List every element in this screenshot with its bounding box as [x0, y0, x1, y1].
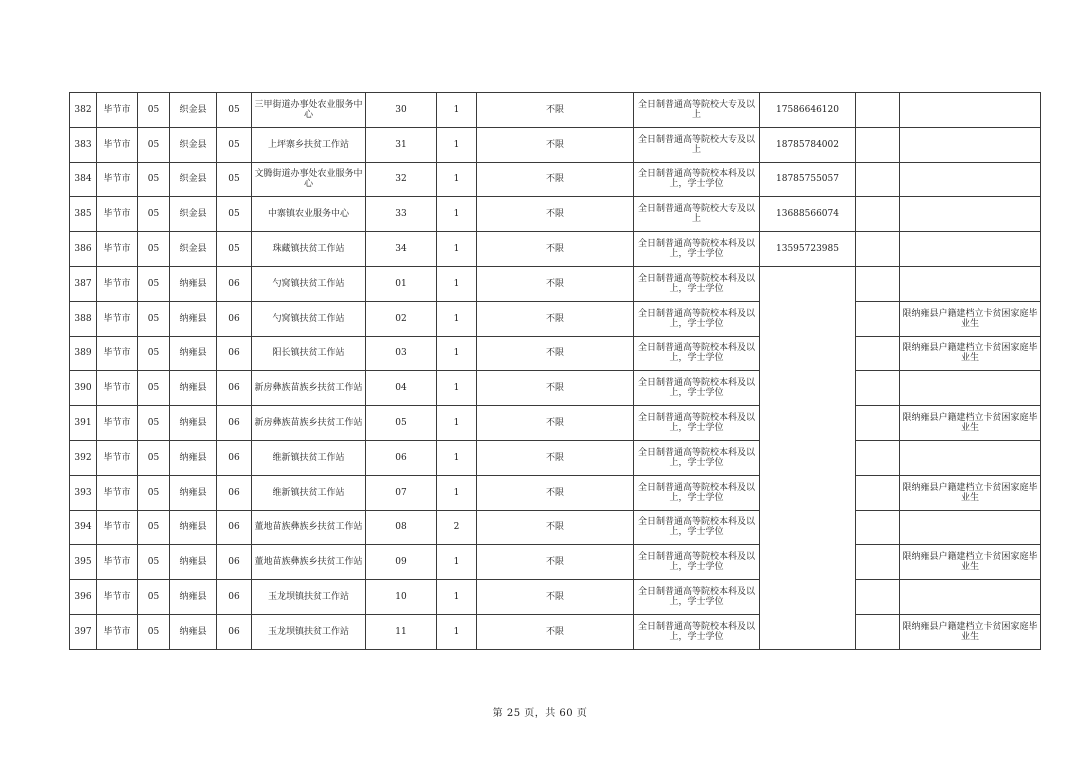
- table-body: [70, 93, 1041, 650]
- county-cell: 纳雍县: [170, 545, 217, 580]
- county-code-cell: 05: [217, 232, 252, 267]
- city-code-cell: 05: [138, 406, 170, 441]
- county-cell: 纳雍县: [170, 301, 217, 336]
- table-row: [70, 614, 1041, 649]
- blank-cell: [856, 266, 900, 301]
- post-code-cell: 09: [366, 545, 437, 580]
- major-cell: 不限: [477, 510, 634, 545]
- county-code-cell: 05: [217, 197, 252, 232]
- row-number-cell: 389: [70, 336, 97, 371]
- city-code-cell: 05: [138, 301, 170, 336]
- blank-cell: [856, 336, 900, 371]
- post-code-cell: 32: [366, 162, 437, 197]
- blank-cell: [856, 510, 900, 545]
- city-cell: 毕节市: [97, 406, 138, 441]
- city-cell: 毕节市: [97, 475, 138, 510]
- post-code-cell: 02: [366, 301, 437, 336]
- education-cell: 全日制普通高等院校本科及以上，学士学位: [634, 266, 760, 301]
- major-cell: 不限: [477, 545, 634, 580]
- row-number-cell: 388: [70, 301, 97, 336]
- hire-count-cell: 1: [437, 406, 477, 441]
- education-cell: 全日制普通高等院校本科及以上，学士学位: [634, 614, 760, 649]
- city-code-cell: 05: [138, 197, 170, 232]
- county-code-cell: 06: [217, 580, 252, 615]
- major-cell: 不限: [477, 197, 634, 232]
- unit-cell: 董地苗族彝族乡扶贫工作站: [252, 510, 366, 545]
- city-cell: 毕节市: [97, 127, 138, 162]
- county-cell: 纳雍县: [170, 371, 217, 406]
- county-cell: 纳雍县: [170, 266, 217, 301]
- major-cell: 不限: [477, 93, 634, 128]
- hire-count-cell: 1: [437, 371, 477, 406]
- city-cell: 毕节市: [97, 336, 138, 371]
- post-code-cell: 10: [366, 580, 437, 615]
- blank-cell: [856, 301, 900, 336]
- education-cell: 全日制普通高等院校本科及以上，学士学位: [634, 336, 760, 371]
- city-code-cell: 05: [138, 232, 170, 267]
- note-cell: [900, 93, 1041, 128]
- hire-count-cell: 1: [437, 301, 477, 336]
- city-code-cell: 05: [138, 545, 170, 580]
- city-cell: 毕节市: [97, 440, 138, 475]
- page-number: 第 25 页，共 60 页: [492, 708, 588, 719]
- city-cell: 毕节市: [97, 545, 138, 580]
- hire-count-cell: 1: [437, 232, 477, 267]
- table-row: [70, 93, 1041, 128]
- hire-count-cell: 1: [437, 266, 477, 301]
- city-cell: 毕节市: [97, 197, 138, 232]
- major-cell: 不限: [477, 266, 634, 301]
- hire-count-cell: 1: [437, 93, 477, 128]
- county-cell: 织金县: [170, 232, 217, 267]
- blank-cell: [856, 162, 900, 197]
- table-row: [70, 510, 1041, 545]
- table-row: [70, 406, 1041, 441]
- county-code-cell: 06: [217, 440, 252, 475]
- blank-cell: [856, 371, 900, 406]
- unit-cell: 勺窝镇扶贫工作站: [252, 266, 366, 301]
- post-code-cell: 03: [366, 336, 437, 371]
- major-cell: 不限: [477, 162, 634, 197]
- city-cell: 毕节市: [97, 93, 138, 128]
- phone-cell: 17586646120: [760, 93, 856, 128]
- county-code-cell: 06: [217, 545, 252, 580]
- city-cell: 毕节市: [97, 371, 138, 406]
- county-code-cell: 05: [217, 127, 252, 162]
- note-cell: [900, 510, 1041, 545]
- blank-cell: [856, 614, 900, 649]
- note-cell: 限纳雍县户籍建档立卡贫困家庭毕业生: [900, 475, 1041, 510]
- row-number-cell: 384: [70, 162, 97, 197]
- county-cell: 纳雍县: [170, 440, 217, 475]
- county-cell: 纳雍县: [170, 475, 217, 510]
- education-cell: 全日制普通高等院校本科及以上，学士学位: [634, 371, 760, 406]
- phone-cell: [760, 266, 856, 649]
- county-cell: 织金县: [170, 162, 217, 197]
- county-cell: 织金县: [170, 127, 217, 162]
- row-number-cell: 393: [70, 475, 97, 510]
- post-code-cell: 11: [366, 614, 437, 649]
- table-row: [70, 545, 1041, 580]
- county-cell: 纳雍县: [170, 580, 217, 615]
- county-code-cell: 06: [217, 614, 252, 649]
- city-code-cell: 05: [138, 336, 170, 371]
- post-code-cell: 05: [366, 406, 437, 441]
- row-number-cell: 396: [70, 580, 97, 615]
- county-code-cell: 05: [217, 162, 252, 197]
- county-code-cell: 06: [217, 406, 252, 441]
- hire-count-cell: 1: [437, 440, 477, 475]
- post-code-cell: 01: [366, 266, 437, 301]
- note-cell: [900, 232, 1041, 267]
- row-number-cell: 392: [70, 440, 97, 475]
- hire-count-cell: 1: [437, 545, 477, 580]
- education-cell: 全日制普通高等院校大专及以上: [634, 127, 760, 162]
- post-code-cell: 31: [366, 127, 437, 162]
- row-number-cell: 391: [70, 406, 97, 441]
- education-cell: 全日制普通高等院校本科及以上，学士学位: [634, 162, 760, 197]
- table-row: [70, 162, 1041, 197]
- note-cell: [900, 162, 1041, 197]
- county-cell: 织金县: [170, 93, 217, 128]
- blank-cell: [856, 440, 900, 475]
- county-cell: 织金县: [170, 197, 217, 232]
- table-row: [70, 232, 1041, 267]
- city-cell: 毕节市: [97, 232, 138, 267]
- unit-cell: 珠藏镇扶贫工作站: [252, 232, 366, 267]
- row-number-cell: 397: [70, 614, 97, 649]
- city-cell: 毕节市: [97, 510, 138, 545]
- major-cell: 不限: [477, 127, 634, 162]
- phone-cell: 18785784002: [760, 127, 856, 162]
- major-cell: 不限: [477, 440, 634, 475]
- note-cell: [900, 197, 1041, 232]
- education-cell: 全日制普通高等院校本科及以上，学士学位: [634, 406, 760, 441]
- unit-cell: 新房彝族苗族乡扶贫工作站: [252, 371, 366, 406]
- education-cell: 全日制普通高等院校本科及以上，学士学位: [634, 440, 760, 475]
- unit-cell: 三甲街道办事处农业服务中心: [252, 93, 366, 128]
- table-row: [70, 440, 1041, 475]
- city-cell: 毕节市: [97, 614, 138, 649]
- phone-cell: 18785755057: [760, 162, 856, 197]
- education-cell: 全日制普通高等院校大专及以上: [634, 197, 760, 232]
- city-code-cell: 05: [138, 127, 170, 162]
- unit-cell: 文腾街道办事处农业服务中心: [252, 162, 366, 197]
- hire-count-cell: 1: [437, 197, 477, 232]
- education-cell: 全日制普通高等院校本科及以上，学士学位: [634, 545, 760, 580]
- major-cell: 不限: [477, 232, 634, 267]
- city-code-cell: 05: [138, 162, 170, 197]
- blank-cell: [856, 232, 900, 267]
- major-cell: 不限: [477, 475, 634, 510]
- post-code-cell: 06: [366, 440, 437, 475]
- recruitment-table: [69, 92, 1041, 650]
- note-cell: 限纳雍县户籍建档立卡贫困家庭毕业生: [900, 614, 1041, 649]
- county-cell: 纳雍县: [170, 406, 217, 441]
- unit-cell: 维新镇扶贫工作站: [252, 440, 366, 475]
- city-code-cell: 05: [138, 440, 170, 475]
- note-cell: [900, 440, 1041, 475]
- row-number-cell: 394: [70, 510, 97, 545]
- city-cell: 毕节市: [97, 580, 138, 615]
- note-cell: 限纳雍县户籍建档立卡贫困家庭毕业生: [900, 301, 1041, 336]
- blank-cell: [856, 545, 900, 580]
- county-code-cell: 06: [217, 301, 252, 336]
- city-cell: 毕节市: [97, 301, 138, 336]
- city-code-cell: 05: [138, 614, 170, 649]
- education-cell: 全日制普通高等院校本科及以上，学士学位: [634, 475, 760, 510]
- note-cell: 限纳雍县户籍建档立卡贫困家庭毕业生: [900, 406, 1041, 441]
- table-row: [70, 475, 1041, 510]
- row-number-cell: 385: [70, 197, 97, 232]
- post-code-cell: 04: [366, 371, 437, 406]
- unit-cell: 维新镇扶贫工作站: [252, 475, 366, 510]
- note-cell: [900, 580, 1041, 615]
- major-cell: 不限: [477, 580, 634, 615]
- county-code-cell: 06: [217, 371, 252, 406]
- note-cell: 限纳雍县户籍建档立卡贫困家庭毕业生: [900, 336, 1041, 371]
- education-cell: 全日制普通高等院校本科及以上，学士学位: [634, 580, 760, 615]
- major-cell: 不限: [477, 301, 634, 336]
- unit-cell: 上坪寨乡扶贫工作站: [252, 127, 366, 162]
- post-code-cell: 08: [366, 510, 437, 545]
- city-code-cell: 05: [138, 93, 170, 128]
- post-code-cell: 07: [366, 475, 437, 510]
- blank-cell: [856, 580, 900, 615]
- major-cell: 不限: [477, 406, 634, 441]
- table-row: [70, 371, 1041, 406]
- hire-count-cell: 1: [437, 580, 477, 615]
- blank-cell: [856, 406, 900, 441]
- city-code-cell: 05: [138, 371, 170, 406]
- note-cell: [900, 266, 1041, 301]
- row-number-cell: 386: [70, 232, 97, 267]
- row-number-cell: 387: [70, 266, 97, 301]
- county-code-cell: 05: [217, 93, 252, 128]
- table-row: [70, 301, 1041, 336]
- unit-cell: 新房彝族苗族乡扶贫工作站: [252, 406, 366, 441]
- county-cell: 纳雍县: [170, 614, 217, 649]
- major-cell: 不限: [477, 371, 634, 406]
- table-row: [70, 336, 1041, 371]
- hire-count-cell: 1: [437, 127, 477, 162]
- unit-cell: 中寨镇农业服务中心: [252, 197, 366, 232]
- table-row: [70, 127, 1041, 162]
- education-cell: 全日制普通高等院校本科及以上，学士学位: [634, 301, 760, 336]
- unit-cell: 玉龙坝镇扶贫工作站: [252, 614, 366, 649]
- hire-count-cell: 1: [437, 614, 477, 649]
- education-cell: 全日制普通高等院校本科及以上，学士学位: [634, 232, 760, 267]
- unit-cell: 阳长镇扶贫工作站: [252, 336, 366, 371]
- hire-count-cell: 1: [437, 475, 477, 510]
- unit-cell: 董地苗族彝族乡扶贫工作站: [252, 545, 366, 580]
- hire-count-cell: 2: [437, 510, 477, 545]
- post-code-cell: 34: [366, 232, 437, 267]
- post-code-cell: 33: [366, 197, 437, 232]
- note-cell: 限纳雍县户籍建档立卡贫困家庭毕业生: [900, 545, 1041, 580]
- unit-cell: 玉龙坝镇扶贫工作站: [252, 580, 366, 615]
- hire-count-cell: 1: [437, 336, 477, 371]
- major-cell: 不限: [477, 614, 634, 649]
- table-row: [70, 580, 1041, 615]
- row-number-cell: 395: [70, 545, 97, 580]
- county-cell: 纳雍县: [170, 510, 217, 545]
- city-code-cell: 05: [138, 266, 170, 301]
- county-cell: 纳雍县: [170, 336, 217, 371]
- hire-count-cell: 1: [437, 162, 477, 197]
- post-code-cell: 30: [366, 93, 437, 128]
- city-code-cell: 05: [138, 475, 170, 510]
- city-cell: 毕节市: [97, 266, 138, 301]
- education-cell: 全日制普通高等院校本科及以上，学士学位: [634, 510, 760, 545]
- row-number-cell: 383: [70, 127, 97, 162]
- phone-cell: 13595723985: [760, 232, 856, 267]
- note-cell: [900, 371, 1041, 406]
- city-cell: 毕节市: [97, 162, 138, 197]
- row-number-cell: 390: [70, 371, 97, 406]
- city-code-cell: 05: [138, 580, 170, 615]
- row-number-cell: 382: [70, 93, 97, 128]
- major-cell: 不限: [477, 336, 634, 371]
- table-row: [70, 266, 1041, 301]
- county-code-cell: 06: [217, 475, 252, 510]
- education-cell: 全日制普通高等院校大专及以上: [634, 93, 760, 128]
- unit-cell: 勺窝镇扶贫工作站: [252, 301, 366, 336]
- county-code-cell: 06: [217, 336, 252, 371]
- blank-cell: [856, 475, 900, 510]
- county-code-cell: 06: [217, 510, 252, 545]
- county-code-cell: 06: [217, 266, 252, 301]
- blank-cell: [856, 127, 900, 162]
- blank-cell: [856, 93, 900, 128]
- city-code-cell: 05: [138, 510, 170, 545]
- note-cell: [900, 127, 1041, 162]
- blank-cell: [856, 197, 900, 232]
- table-row: [70, 197, 1041, 232]
- phone-cell: 13688566074: [760, 197, 856, 232]
